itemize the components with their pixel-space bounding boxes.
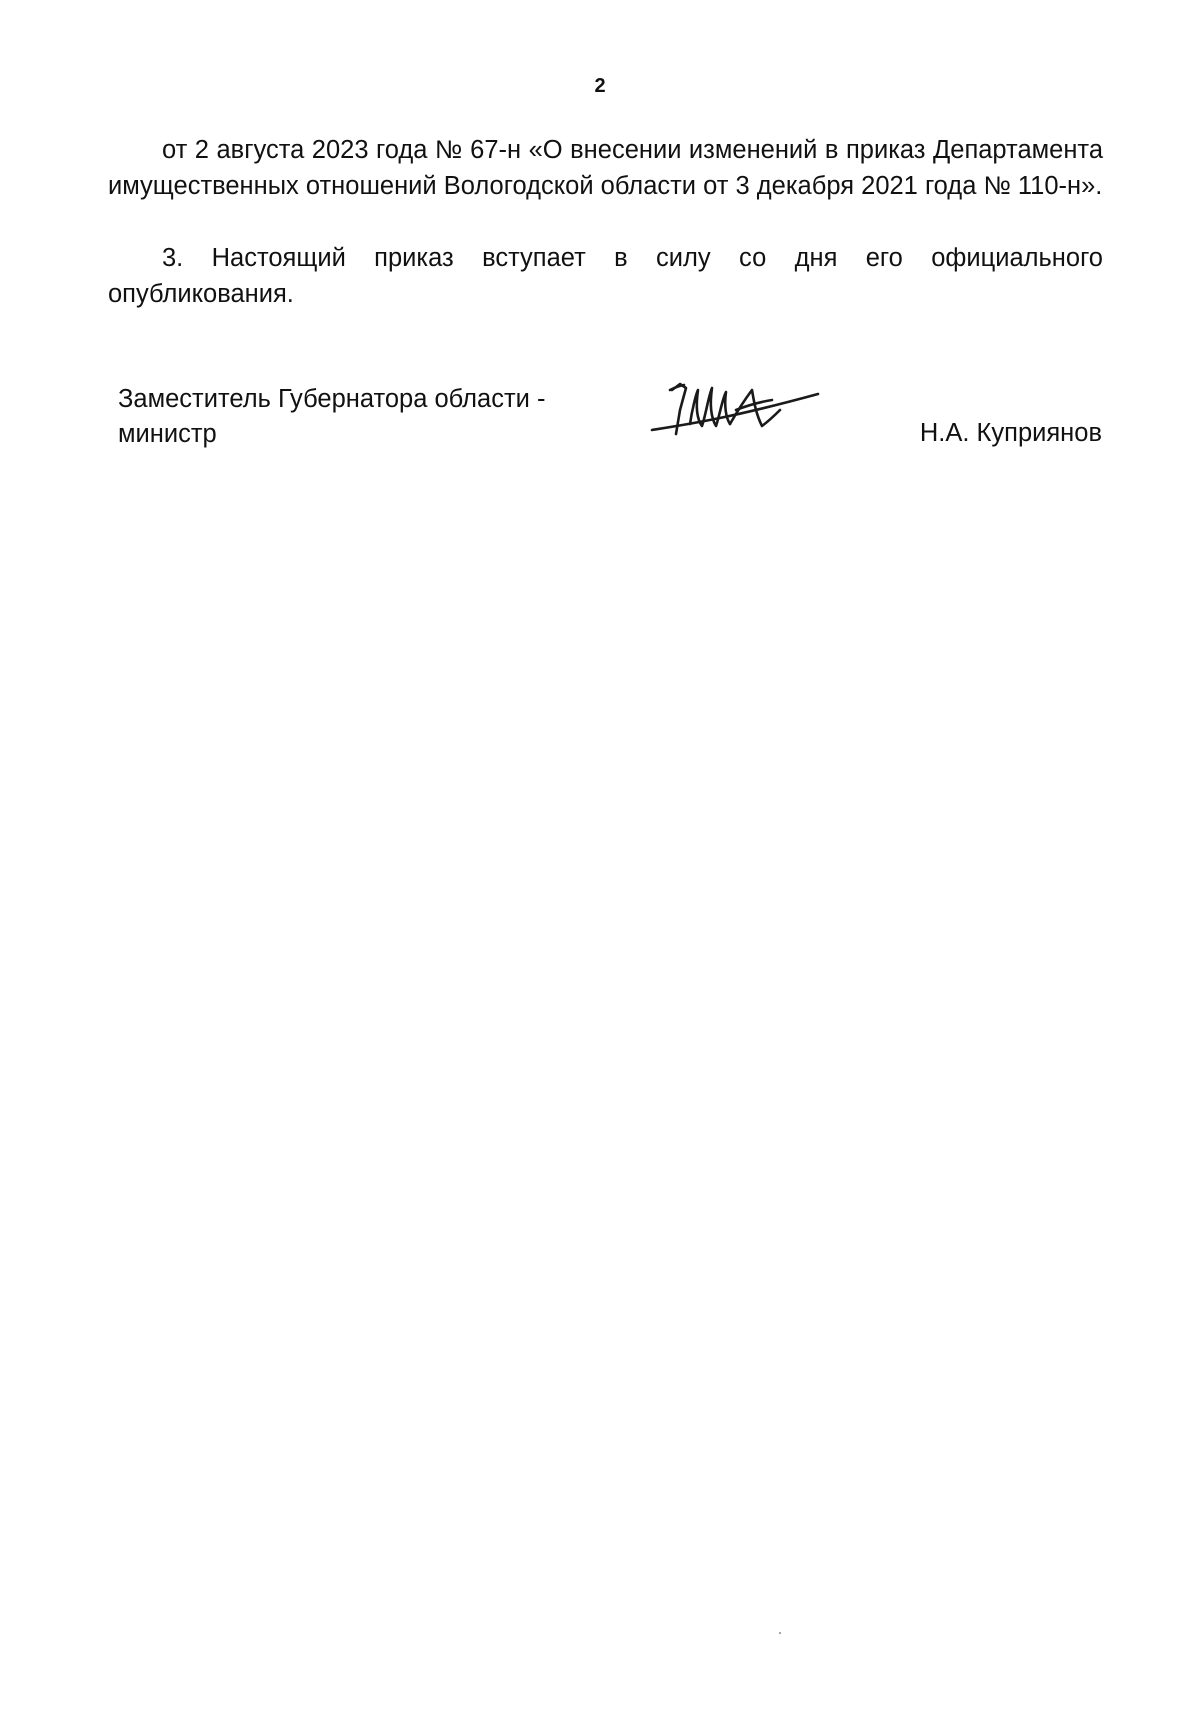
- signatory-position-line-1: Заместитель Губернатора области -: [118, 385, 546, 413]
- paragraph-item-3-text: 3. Настоящий приказ вступает в силу со дня его официального опубликования.: [108, 244, 1103, 308]
- signatory-position-line-2: министр: [118, 420, 217, 448]
- scan-speck: [779, 1632, 781, 1634]
- page-number: 2: [594, 75, 606, 97]
- signatory-name: Н.А. Куприянов: [919, 419, 1102, 447]
- paragraph-continuation: [108, 132, 1103, 204]
- handwritten-signature: [650, 380, 820, 450]
- paragraph-item-3: [108, 240, 1103, 312]
- signatory-position: [118, 382, 558, 452]
- paragraph-continuation-text: от 2 августа 2023 года № 67-н «О внесении изменений в приказ Департамента имущественных отношений Вологодской области от 3 декабря 2021 года № 110-н».: [108, 136, 1103, 200]
